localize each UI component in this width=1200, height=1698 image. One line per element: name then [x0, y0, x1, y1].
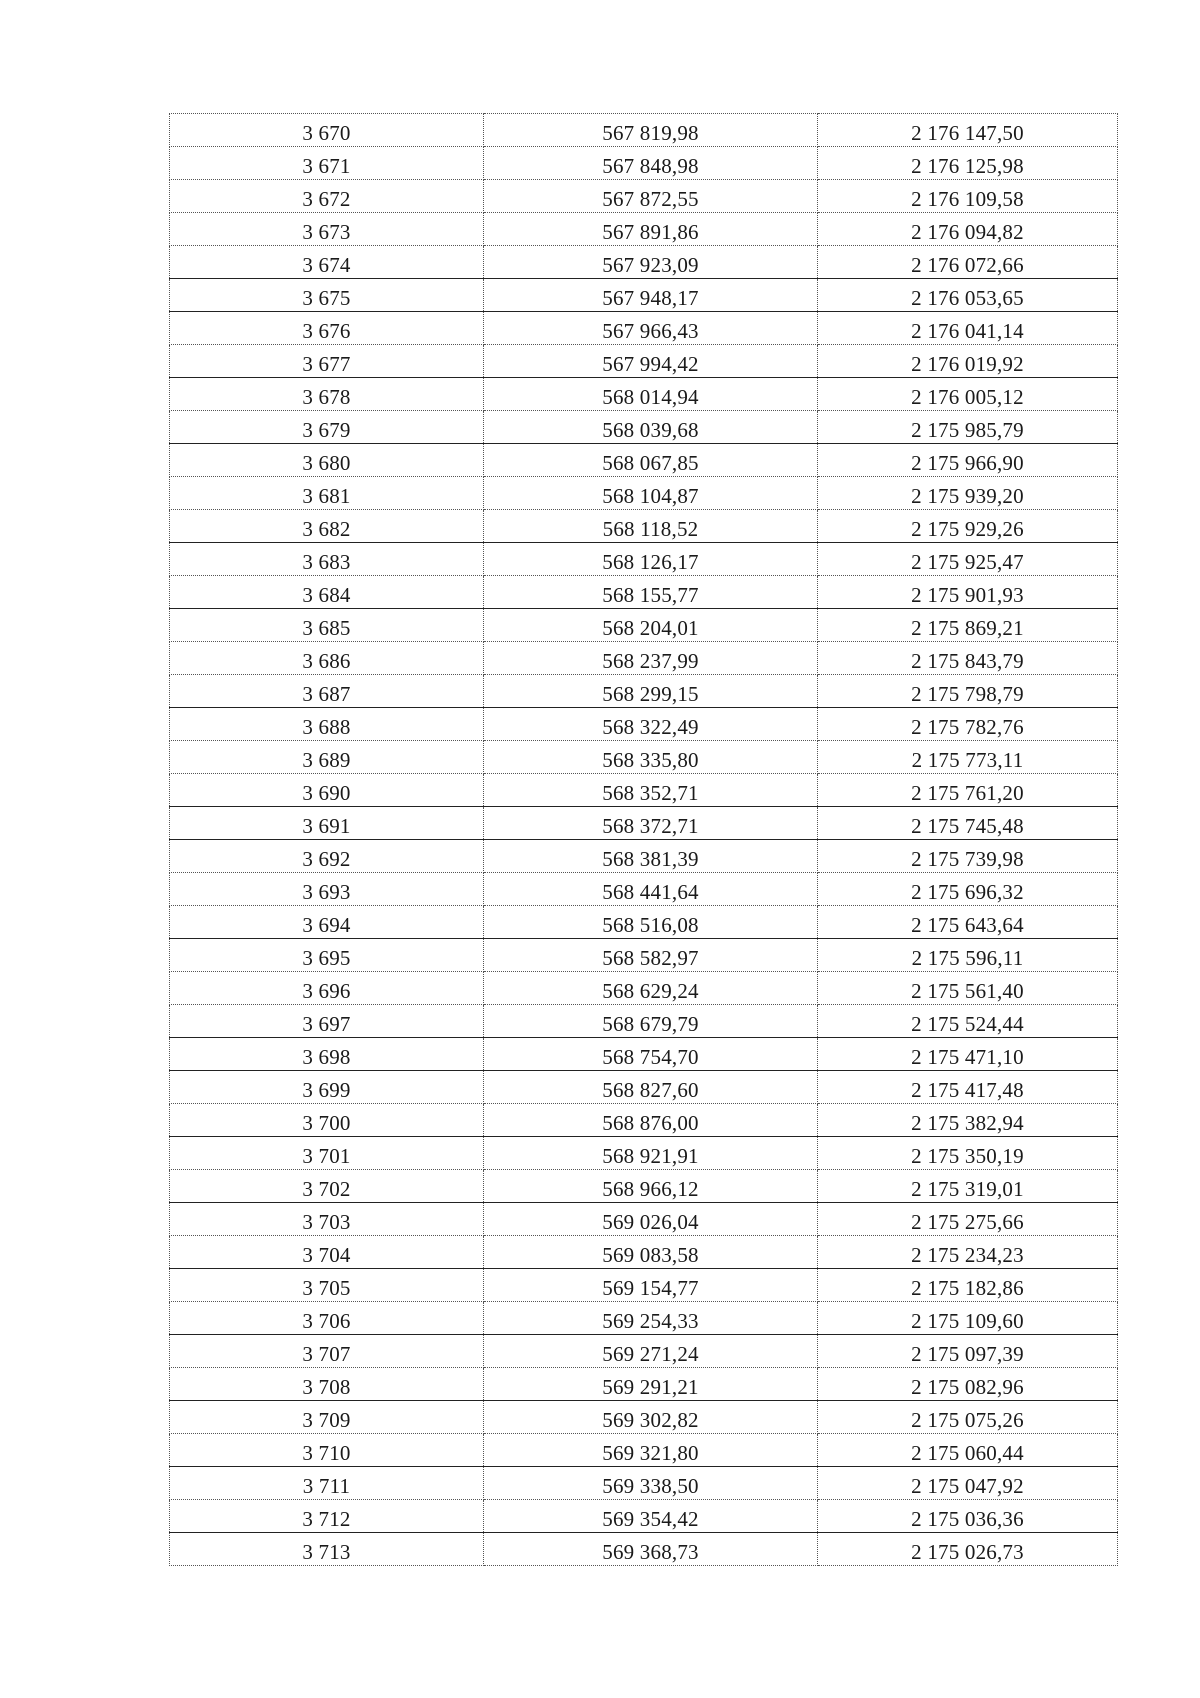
- x-coordinate-cell: 567 848,98: [484, 147, 818, 180]
- point-number-cell: 3 706: [170, 1302, 484, 1335]
- table-row: [170, 840, 1118, 873]
- y-coordinate-cell: 2 176 125,98: [818, 147, 1118, 180]
- table-row: [170, 906, 1118, 939]
- point-number-cell: 3 686: [170, 642, 484, 675]
- point-number-cell: 3 676: [170, 312, 484, 345]
- x-coordinate-cell: 569 338,50: [484, 1467, 818, 1500]
- y-coordinate-cell: 2 175 782,76: [818, 708, 1118, 741]
- x-coordinate-cell: 568 372,71: [484, 807, 818, 840]
- point-number-cell: 3 692: [170, 840, 484, 873]
- x-coordinate-cell: 569 083,58: [484, 1236, 818, 1269]
- y-coordinate-cell: 2 176 019,92: [818, 345, 1118, 378]
- x-coordinate-cell: 568 335,80: [484, 741, 818, 774]
- x-coordinate-cell: 568 155,77: [484, 576, 818, 609]
- table-row: [170, 543, 1118, 576]
- y-coordinate-cell: 2 175 761,20: [818, 774, 1118, 807]
- y-coordinate-cell: 2 175 234,23: [818, 1236, 1118, 1269]
- table-row: [170, 1269, 1118, 1302]
- x-coordinate-cell: 568 629,24: [484, 972, 818, 1005]
- table-row: [170, 279, 1118, 312]
- point-number-cell: 3 712: [170, 1500, 484, 1533]
- y-coordinate-cell: 2 176 072,66: [818, 246, 1118, 279]
- point-number-cell: 3 687: [170, 675, 484, 708]
- point-number-cell: 3 705: [170, 1269, 484, 1302]
- point-number-cell: 3 683: [170, 543, 484, 576]
- y-coordinate-cell: 2 175 097,39: [818, 1335, 1118, 1368]
- y-coordinate-cell: 2 175 060,44: [818, 1434, 1118, 1467]
- y-coordinate-cell: 2 175 643,64: [818, 906, 1118, 939]
- x-coordinate-cell: 568 299,15: [484, 675, 818, 708]
- table-row: [170, 147, 1118, 180]
- y-coordinate-cell: 2 175 109,60: [818, 1302, 1118, 1335]
- y-coordinate-cell: 2 176 094,82: [818, 213, 1118, 246]
- x-coordinate-cell: 567 966,43: [484, 312, 818, 345]
- x-coordinate-cell: 568 204,01: [484, 609, 818, 642]
- y-coordinate-cell: 2 175 773,11: [818, 741, 1118, 774]
- y-coordinate-cell: 2 175 182,86: [818, 1269, 1118, 1302]
- y-coordinate-cell: 2 175 350,19: [818, 1137, 1118, 1170]
- y-coordinate-cell: 2 175 901,93: [818, 576, 1118, 609]
- point-number-cell: 3 713: [170, 1533, 484, 1566]
- x-coordinate-cell: 568 237,99: [484, 642, 818, 675]
- x-coordinate-cell: 567 923,09: [484, 246, 818, 279]
- x-coordinate-cell: 567 819,98: [484, 114, 818, 147]
- y-coordinate-cell: 2 175 075,26: [818, 1401, 1118, 1434]
- point-number-cell: 3 694: [170, 906, 484, 939]
- y-coordinate-cell: 2 175 939,20: [818, 477, 1118, 510]
- point-number-cell: 3 675: [170, 279, 484, 312]
- table-row: [170, 1104, 1118, 1137]
- y-coordinate-cell: 2 175 047,92: [818, 1467, 1118, 1500]
- table-row: [170, 576, 1118, 609]
- table-row: [170, 873, 1118, 906]
- point-number-cell: 3 707: [170, 1335, 484, 1368]
- x-coordinate-cell: 569 291,21: [484, 1368, 818, 1401]
- y-coordinate-cell: 2 175 929,26: [818, 510, 1118, 543]
- x-coordinate-cell: 568 352,71: [484, 774, 818, 807]
- x-coordinate-cell: 569 254,33: [484, 1302, 818, 1335]
- table-row: [170, 1335, 1118, 1368]
- point-number-cell: 3 688: [170, 708, 484, 741]
- point-number-cell: 3 679: [170, 411, 484, 444]
- x-coordinate-cell: 569 154,77: [484, 1269, 818, 1302]
- point-number-cell: 3 711: [170, 1467, 484, 1500]
- table-row: [170, 1071, 1118, 1104]
- x-coordinate-cell: 568 322,49: [484, 708, 818, 741]
- x-coordinate-cell: 569 321,80: [484, 1434, 818, 1467]
- x-coordinate-cell: 568 679,79: [484, 1005, 818, 1038]
- y-coordinate-cell: 2 175 739,98: [818, 840, 1118, 873]
- x-coordinate-cell: 567 891,86: [484, 213, 818, 246]
- y-coordinate-cell: 2 176 005,12: [818, 378, 1118, 411]
- x-coordinate-cell: 569 368,73: [484, 1533, 818, 1566]
- table-row: [170, 774, 1118, 807]
- x-coordinate-cell: 568 516,08: [484, 906, 818, 939]
- table-row: [170, 1500, 1118, 1533]
- table-row: [170, 114, 1118, 147]
- point-number-cell: 3 695: [170, 939, 484, 972]
- x-coordinate-cell: 569 302,82: [484, 1401, 818, 1434]
- table-row: [170, 378, 1118, 411]
- y-coordinate-cell: 2 175 471,10: [818, 1038, 1118, 1071]
- y-coordinate-cell: 2 175 596,11: [818, 939, 1118, 972]
- x-coordinate-cell: 568 876,00: [484, 1104, 818, 1137]
- point-number-cell: 3 673: [170, 213, 484, 246]
- y-coordinate-cell: 2 175 985,79: [818, 411, 1118, 444]
- table-row: [170, 444, 1118, 477]
- table-row: [170, 1368, 1118, 1401]
- x-coordinate-cell: 568 827,60: [484, 1071, 818, 1104]
- x-coordinate-cell: 568 381,39: [484, 840, 818, 873]
- point-number-cell: 3 678: [170, 378, 484, 411]
- point-number-cell: 3 696: [170, 972, 484, 1005]
- point-number-cell: 3 682: [170, 510, 484, 543]
- y-coordinate-cell: 2 175 275,66: [818, 1203, 1118, 1236]
- table-row: [170, 939, 1118, 972]
- y-coordinate-cell: 2 175 696,32: [818, 873, 1118, 906]
- table-row: [170, 477, 1118, 510]
- y-coordinate-cell: 2 175 745,48: [818, 807, 1118, 840]
- x-coordinate-cell: 568 039,68: [484, 411, 818, 444]
- point-number-cell: 3 689: [170, 741, 484, 774]
- y-coordinate-cell: 2 175 382,94: [818, 1104, 1118, 1137]
- point-number-cell: 3 681: [170, 477, 484, 510]
- table-row: [170, 1170, 1118, 1203]
- x-coordinate-cell: 569 271,24: [484, 1335, 818, 1368]
- x-coordinate-cell: 568 921,91: [484, 1137, 818, 1170]
- point-number-cell: 3 680: [170, 444, 484, 477]
- y-coordinate-cell: 2 176 041,14: [818, 312, 1118, 345]
- point-number-cell: 3 693: [170, 873, 484, 906]
- x-coordinate-cell: 568 582,97: [484, 939, 818, 972]
- x-coordinate-cell: 568 067,85: [484, 444, 818, 477]
- y-coordinate-cell: 2 175 082,96: [818, 1368, 1118, 1401]
- y-coordinate-cell: 2 176 053,65: [818, 279, 1118, 312]
- y-coordinate-cell: 2 176 109,58: [818, 180, 1118, 213]
- table-row: [170, 411, 1118, 444]
- y-coordinate-cell: 2 175 869,21: [818, 609, 1118, 642]
- point-number-cell: 3 708: [170, 1368, 484, 1401]
- x-coordinate-cell: 567 872,55: [484, 180, 818, 213]
- table-row: [170, 312, 1118, 345]
- table-row: [170, 708, 1118, 741]
- x-coordinate-cell: 569 354,42: [484, 1500, 818, 1533]
- y-coordinate-cell: 2 175 966,90: [818, 444, 1118, 477]
- table-row: [170, 1467, 1118, 1500]
- table-row: [170, 1203, 1118, 1236]
- table-row: [170, 213, 1118, 246]
- y-coordinate-cell: 2 175 524,44: [818, 1005, 1118, 1038]
- table-row: [170, 1434, 1118, 1467]
- table-row: [170, 1038, 1118, 1071]
- point-number-cell: 3 684: [170, 576, 484, 609]
- point-number-cell: 3 690: [170, 774, 484, 807]
- coordinates-table-body: [170, 114, 1118, 1566]
- table-row: [170, 675, 1118, 708]
- y-coordinate-cell: 2 175 026,73: [818, 1533, 1118, 1566]
- point-number-cell: 3 685: [170, 609, 484, 642]
- y-coordinate-cell: 2 175 798,79: [818, 675, 1118, 708]
- point-number-cell: 3 700: [170, 1104, 484, 1137]
- table-row: [170, 510, 1118, 543]
- point-number-cell: 3 709: [170, 1401, 484, 1434]
- y-coordinate-cell: 2 175 925,47: [818, 543, 1118, 576]
- x-coordinate-cell: 567 994,42: [484, 345, 818, 378]
- table-row: [170, 345, 1118, 378]
- y-coordinate-cell: 2 176 147,50: [818, 114, 1118, 147]
- y-coordinate-cell: 2 175 036,36: [818, 1500, 1118, 1533]
- point-number-cell: 3 677: [170, 345, 484, 378]
- x-coordinate-cell: 568 966,12: [484, 1170, 818, 1203]
- table-row: [170, 1302, 1118, 1335]
- point-number-cell: 3 697: [170, 1005, 484, 1038]
- point-number-cell: 3 698: [170, 1038, 484, 1071]
- table-row: [170, 972, 1118, 1005]
- point-number-cell: 3 704: [170, 1236, 484, 1269]
- x-coordinate-cell: 568 118,52: [484, 510, 818, 543]
- point-number-cell: 3 702: [170, 1170, 484, 1203]
- table-row: [170, 180, 1118, 213]
- table-row: [170, 609, 1118, 642]
- x-coordinate-cell: 568 441,64: [484, 873, 818, 906]
- y-coordinate-cell: 2 175 843,79: [818, 642, 1118, 675]
- point-number-cell: 3 699: [170, 1071, 484, 1104]
- point-number-cell: 3 691: [170, 807, 484, 840]
- coordinates-table: [169, 113, 1118, 1566]
- point-number-cell: 3 670: [170, 114, 484, 147]
- point-number-cell: 3 672: [170, 180, 484, 213]
- table-row: [170, 642, 1118, 675]
- table-row: [170, 741, 1118, 774]
- x-coordinate-cell: 568 754,70: [484, 1038, 818, 1071]
- table-row: [170, 1137, 1118, 1170]
- x-coordinate-cell: 568 126,17: [484, 543, 818, 576]
- x-coordinate-cell: 569 026,04: [484, 1203, 818, 1236]
- table-row: [170, 1533, 1118, 1566]
- table-row: [170, 807, 1118, 840]
- table-row: [170, 1005, 1118, 1038]
- table-row: [170, 1236, 1118, 1269]
- point-number-cell: 3 671: [170, 147, 484, 180]
- x-coordinate-cell: 568 104,87: [484, 477, 818, 510]
- y-coordinate-cell: 2 175 417,48: [818, 1071, 1118, 1104]
- point-number-cell: 3 703: [170, 1203, 484, 1236]
- y-coordinate-cell: 2 175 319,01: [818, 1170, 1118, 1203]
- point-number-cell: 3 710: [170, 1434, 484, 1467]
- x-coordinate-cell: 567 948,17: [484, 279, 818, 312]
- point-number-cell: 3 701: [170, 1137, 484, 1170]
- point-number-cell: 3 674: [170, 246, 484, 279]
- table-row: [170, 246, 1118, 279]
- y-coordinate-cell: 2 175 561,40: [818, 972, 1118, 1005]
- x-coordinate-cell: 568 014,94: [484, 378, 818, 411]
- table-row: [170, 1401, 1118, 1434]
